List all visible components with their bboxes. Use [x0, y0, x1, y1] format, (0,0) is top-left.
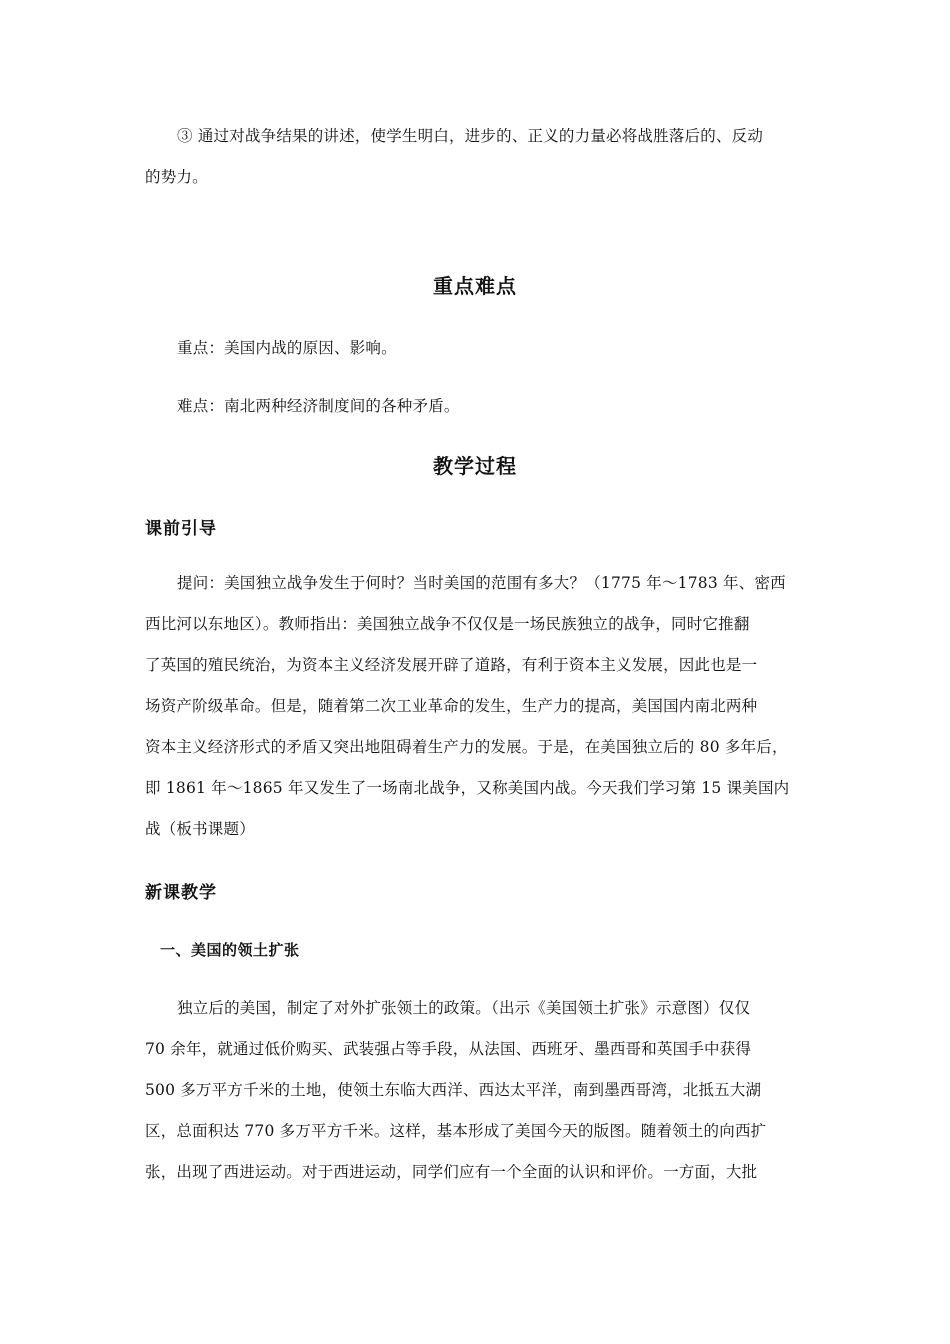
paragraph-line: 独立后的美国，制定了对外扩张领土的政策。（出示《美国领土扩张》示意图）仅仅: [177, 999, 751, 1017]
key-point-text: 重点：美国内战的原因、影响。: [177, 339, 397, 357]
objective-3-paragraph: [145, 116, 807, 198]
paragraph-line: 提问：美国独立战争发生于何时？当时美国的范围有多大？（1775 年～1783 年、密西: [177, 574, 786, 592]
difficulty-text: 难点：南北两种经济制度间的各种矛盾。: [177, 397, 460, 415]
intro-paragraph: [145, 563, 807, 850]
heading-territorial-expansion: 一、美国的领土扩张: [160, 941, 300, 959]
paragraph-line: 战（板书课题）: [145, 820, 255, 838]
territorial-expansion-paragraph: [145, 988, 807, 1193]
paragraph-line: 场资产阶级革命。但是，随着第二次工业革命的发生，生产力的提高，美国国内南北两种: [145, 697, 758, 715]
paragraph-line: ③ 通过对战争结果的讲述，使学生明白，进步的、正义的力量必将战胜落后的、反动: [177, 127, 764, 145]
paragraph-line: 西比河以东地区）。教师指出：美国独立战争不仅仅是一场民族独立的战争，同时它推翻: [145, 615, 750, 633]
section-title-teaching-process: 教学过程: [433, 454, 517, 478]
paragraph-line: 资本主义经济形式的矛盾又突出地阻碍着生产力的发展。于是，在美国独立后的 80 多年后，: [145, 738, 788, 756]
paragraph-line: 即 1861 年～1865 年又发生了一场南北战争，又称美国内战。今天我们学习第 15 课美国内: [145, 779, 790, 797]
paragraph-line: 了英国的殖民统治，为资本主义经济发展开辟了道路，有利于资本主义发展，因此也是一: [145, 656, 758, 674]
heading-new-lesson: 新课教学: [145, 883, 217, 903]
section-title-key-points: 重点难点: [433, 274, 517, 298]
heading-pre-class-guidance: 课前引导: [145, 519, 217, 539]
paragraph-line: 区，总面积达 770 多万平方千米。这样，基本形成了美国今天的版图。随着领土的向西扩: [145, 1122, 767, 1140]
paragraph-line: 70 余年，就通过低价购买、武装强占等手段，从法国、西班牙、墨西哥和英国手中获得: [145, 1040, 752, 1058]
paragraph-line: 的势力。: [145, 168, 208, 186]
paragraph-line: 张，出现了西进运动。对于西进运动，同学们应有一个全面的认识和评价。一方面，大批: [145, 1163, 758, 1181]
paragraph-line: 500 多万平方千米的土地，使领土东临大西洋、西达太平洋，南到墨西哥湾，北抵五大湖: [145, 1081, 762, 1099]
